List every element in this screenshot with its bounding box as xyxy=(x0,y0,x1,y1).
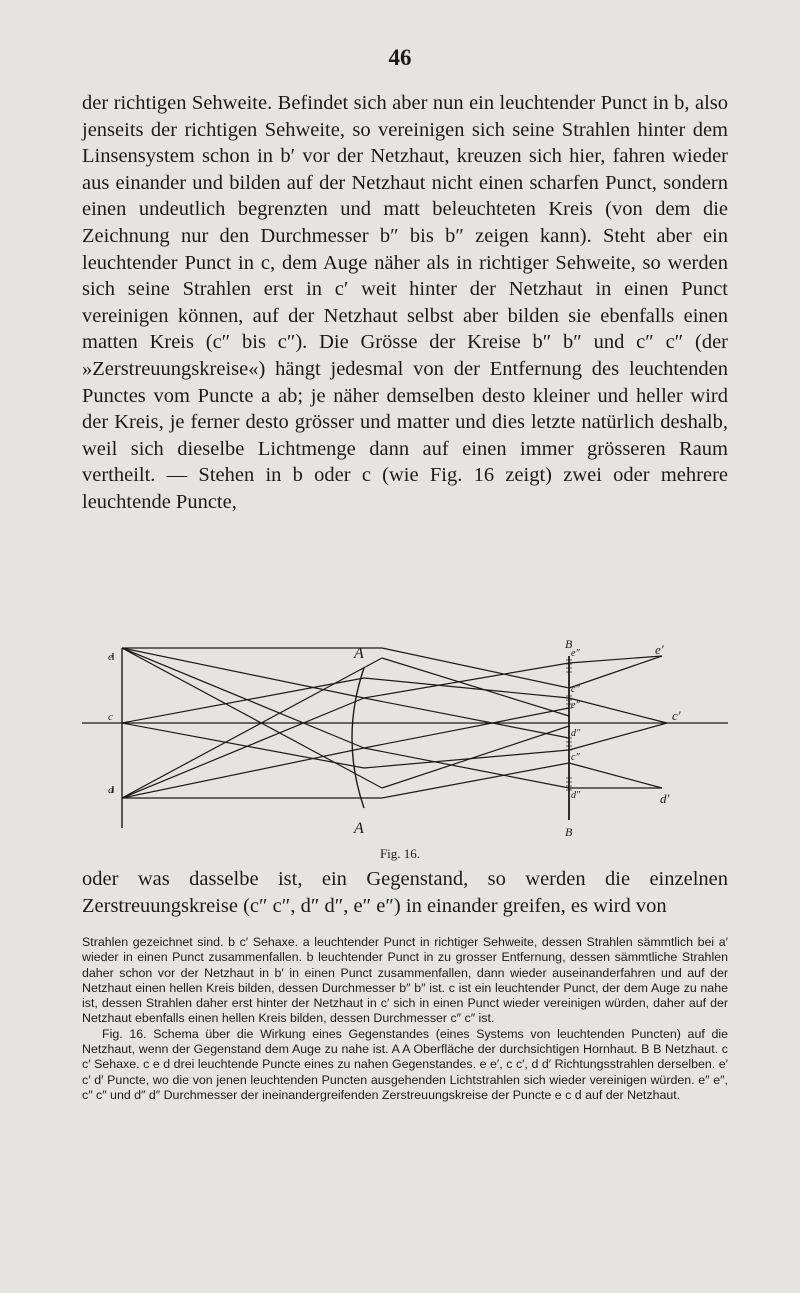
label-c-dd2: c″ xyxy=(571,752,580,763)
label-c-right: c′ xyxy=(672,708,681,723)
footnote-2: Fig. 16. Schema über die Wirkung eines Gegenstandes (eines Systems von leuchtenden Puncten) auf die Netzhaut, wenn der Gegenstand dem Auge zu nahe ist. A A Oberfläche der durchsichtigen Hornhaut. B B Netzhaut. c c′ Sehaxe. c e d drei leuchtende Puncte eines zu nahen Gegenstandes. e e′, c c′, d d′ Richtungsstrahlen derselben. e′ c′ d′ Puncte, wo die von jenen leuchtenden Puncten ausgehenden Lichtstrahlen sich wieder vereinigen würden. e″ e″, c″ c″ und d″ d″ Durchmesser der ineinandergreifenden Zerstreuungskreise der Puncte e c d auf der Netzhaut. xyxy=(82,1026,728,1102)
label-d-dd2: d″ xyxy=(571,790,581,801)
page-number: 46 xyxy=(388,45,412,70)
cornea-line xyxy=(352,668,364,808)
label-B-top: B xyxy=(565,638,573,651)
figure-caption: Fig. 16. xyxy=(379,846,421,861)
footnotes xyxy=(82,935,728,1103)
footnote-1: Strahlen gezeichnet sind. b c′ Sehaxe. a leuchtender Punct in richtiger Sehweite, dessen Strahlen sämmtlich bei a′ wieder in einen Punct zusammenfallen. b leuchtender Punct in zu grosser Entfernung, dessen sämmtliche Strahlen daher schon vor der Netzhaut in b′ in einen Punct zusammenfallen, dann wieder auseinanderfahren und auf der Netzhaut einen hellen Kreis bilden, dessen Durchmesser b″ b″ ist. c ist ein leuchtender Punct, der dem Auge zu nahe ist, dessen Strahlen daher erst hinter der Netzhaut in c′ sich in einen Punct wieder vereinigen würden, daher auf der Netzhaut ebenfalls einen hellen Kreis bilden, dessen Durchmesser c″ c″ ist. xyxy=(82,935,728,1026)
label-d-left: d xyxy=(108,784,114,796)
label-e-left: e xyxy=(108,651,113,663)
ray-diagram xyxy=(82,638,728,838)
label-A-bottom: A xyxy=(354,820,364,837)
figure-16 xyxy=(82,638,728,838)
label-d-dd1: d″ xyxy=(571,728,581,739)
label-c-left: c xyxy=(108,711,113,723)
label-e-dd1: e″ xyxy=(571,648,580,659)
main-paragraph: der richtigen Sehweite. Befindet sich aber nun ein leuchtender Punct in b, also jenseits der richtigen Sehweite, so vereinigen sich seine Strahlen hinter dem Linsensystem schon in b′ vor der Netzhaut, kreuzen sich hier, fahren wieder aus einander und bilden auf der Netzhaut nicht einen scharfen Punct, sondern einen undeutlich begrenzten und matt beleuchteten Kreis (von dem die Zeichnung nur den Durchmesser b″ bis b″ zeigen kann). Steht aber ein leuchtender Punct in c, dem Auge näher als in richtiger Sehweite, so werden sich seine Strahlen erst in c′ weit hinter der Netzhaut in einen Punct vereinigen können, auf der Netzhaut selbst aber bilden sie ebenfalls einen matten Kreis (c″ bis c″). Die Grösse der Kreise b″ b″ und c″ c″ (der »Zerstreuungskreise«) hängt jedesmal von der Entfernung des leuchtenden Punctes vom Puncte a ab; je näher demselben desto kleiner und heller wird der Kreis, je ferner desto grösser und matter und dies letzte natürlich deshalb, weil sich dieselbe Lichtmenge dann auf einen immer grösseren Raum vertheilt. — Stehen in b oder c (wie Fig. 16 zeigt) zwei oder mehrere leuchtende Puncte, xyxy=(82,92,728,513)
continuation-paragraph: oder was dasselbe ist, ein Gegenstand, so werden die einzelnen Zerstreuungskreise (c″ c″, d″ d″, e″ e″) in einander greifen, es wird von xyxy=(82,868,728,917)
label-e-right: e′ xyxy=(655,642,664,657)
label-d-right: d′ xyxy=(660,791,670,806)
label-A-top: A xyxy=(354,645,364,662)
label-e-dd2: e″ xyxy=(571,700,580,711)
label-B-bottom: B xyxy=(565,825,573,838)
label-c-dd1: c″ xyxy=(571,684,580,695)
